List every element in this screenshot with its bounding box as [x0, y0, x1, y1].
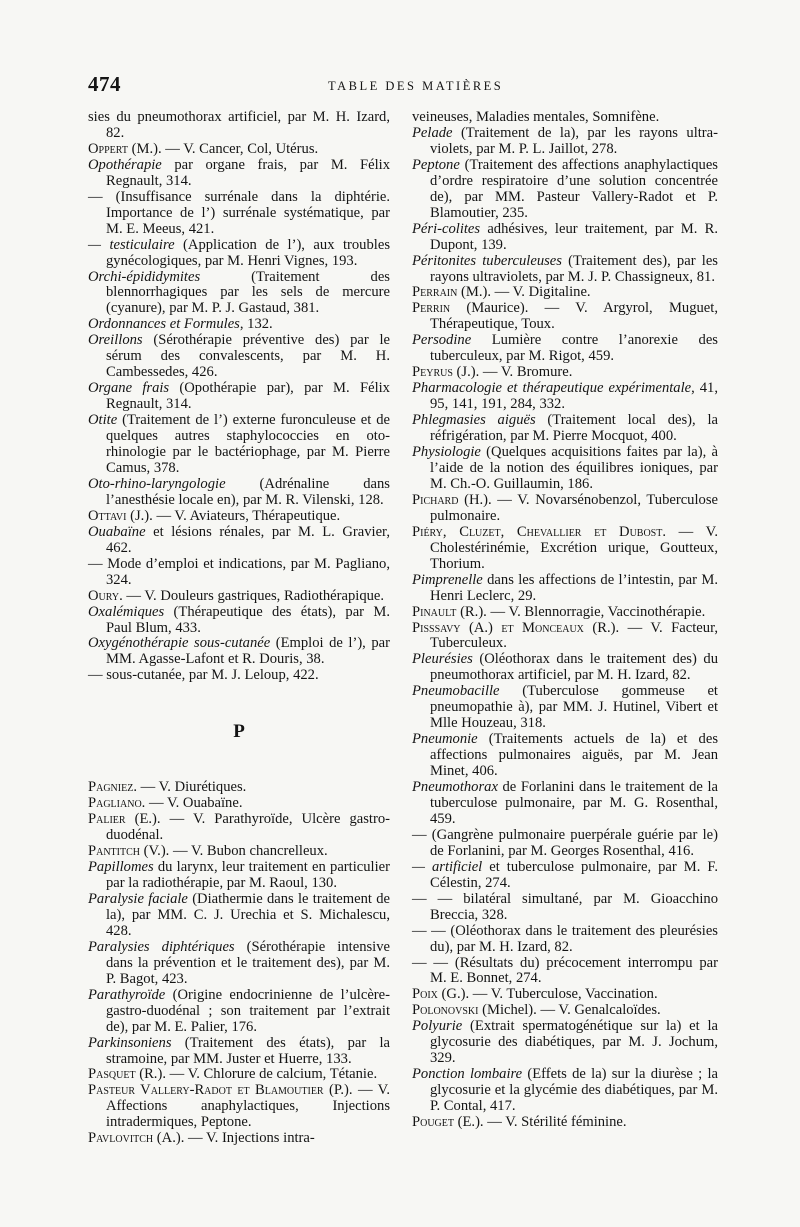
index-entry [412, 126, 718, 158]
entry-heading: Otite [88, 412, 118, 429]
entry-text: (G.). — V. Tuberculose, Vaccination. [437, 986, 658, 1003]
entry-text: veineuses, Maladies mentales, Somnifène. [412, 109, 660, 125]
index-entry [412, 828, 718, 860]
index-entry [88, 477, 390, 509]
index-entry [88, 190, 390, 238]
entry-text: (R.). — V. Blennorragie, Vaccinothérapie. [456, 603, 706, 620]
entry-text: (Application de l’), aux troubles gynécologiques, par M. Henri Vignes, 193. [106, 236, 390, 269]
entry-text: et tuberculose pulmonaire, par M. F. Célestin, 274. [430, 858, 718, 891]
entry-text: (M.). — V. Cancer, Col, Utérus. [127, 140, 319, 157]
index-entry [88, 110, 390, 142]
index-entry [412, 1003, 718, 1019]
entry-heading: Persodine [412, 332, 472, 349]
index-entry [412, 1115, 718, 1131]
index-entry [412, 860, 718, 892]
author-name: Pisssavy (A.) et Monceaux [412, 619, 584, 636]
running-title: TABLE DES MATIÈRES [328, 79, 504, 93]
index-entry [88, 605, 390, 637]
entry-text: (Sérothérapie intensive dans la prévention et le traitement des), par M. P. Bagot, 423. [106, 938, 390, 987]
index-entry [412, 780, 718, 828]
entry-text: (Extrait spermatogénétique sur la) et la glycosurie des diabétiques, par M. J. Jochum, 329. [430, 1018, 718, 1067]
entry-heading: — testiculaire [88, 236, 175, 253]
index-entry [412, 285, 718, 301]
author-name: Palier [88, 811, 126, 828]
index-entry [412, 987, 718, 1003]
entry-text: (Tuberculose gommeuse et pneumopathie à), par MM. J. Hutinel, Vibert et Mlle Houzeau, 318. [430, 683, 718, 732]
index-entry [412, 445, 718, 493]
entry-heading: Ordonnances et Formules [88, 316, 240, 333]
index-entry [88, 796, 390, 812]
entry-text: (Origine endocrinienne de l’ulcère-gastro-duodénal ; son traitement par l’extrait de), par M. E. Palier, 176. [106, 986, 390, 1035]
index-entry [88, 812, 390, 844]
index-entries-o [88, 110, 390, 684]
entry-text: (J.). — V. Bromure. [452, 364, 573, 381]
entry-heading: — artificiel [412, 858, 483, 875]
entry-text: . — V. Diurétiques. [133, 779, 247, 796]
entry-text: (Traitements actuels de la) et des affections pulmonaires aiguës, par M. Jean Minet, 406. [430, 731, 718, 780]
index-entry [88, 381, 390, 413]
index-entry [88, 509, 390, 525]
entry-text: (H.). — V. Novarsénobenzol, Tuberculose pulmonaire. [430, 491, 718, 524]
section-letter: P [233, 721, 245, 743]
index-entry [88, 317, 390, 333]
index-entry [412, 732, 718, 780]
index-entry [412, 605, 718, 621]
index-entry [88, 844, 390, 860]
entry-heading: Oto-rhino-laryngologie [88, 475, 226, 492]
author-name: Pasquet [88, 1066, 136, 1083]
index-entry [88, 142, 390, 158]
entry-text: (Diathermie dans le traitement de la), par MM. C. J. Urechia et S. Michalescu, 428. [106, 890, 390, 939]
author-name: Peyrus [412, 364, 453, 381]
entry-text: Lumière contre l’anorexie des tuberculeux, par M. Rigot, 459. [430, 332, 718, 365]
entry-heading: Pneumothorax [412, 779, 498, 796]
entry-heading: Papillomes [88, 859, 154, 876]
entry-text: (P.). — V. Affections anaphylactiques, Injections intradermiques, Peptone. [106, 1082, 390, 1131]
entry-text: — Mode d’emploi et indications, par M. Pagliano, 324. [88, 555, 390, 588]
author-name: Pagniez [88, 779, 134, 796]
index-entry [88, 1131, 390, 1147]
author-name: Perrin [412, 300, 451, 317]
author-name: Ottavi [88, 507, 127, 524]
index-entry [88, 333, 390, 381]
entry-heading: Pneumonie [412, 731, 478, 748]
entry-text: — (Insuffisance surrénale dans la diphtérie. Importance de l’) surrénale systématique, par M. E. Meeus, 421. [88, 188, 390, 237]
entry-text: (Traitement des affections anaphylactiques d’ordre respiratoire d’une solution concentrée de), par MM. Pasteur Vallery-Radot et P. Blamoutier, 235. [430, 156, 718, 221]
entry-heading: Pelade [412, 124, 453, 141]
entry-heading: Oxygénothérapie sous-cutanée [88, 635, 271, 652]
entry-text: — sous-cutanée, par M. J. Leloup, 422. [88, 667, 319, 684]
entry-text: (E.). — V. Parathyroïde, Ulcère gastro-duodénal. [106, 811, 390, 844]
index-entry [88, 668, 390, 684]
entry-heading: Ouabaïne [88, 523, 146, 540]
entry-text: de Forlanini dans le traitement de la tuberculose pulmonaire, par M. G. Rosenthal, 459. [430, 779, 718, 827]
entry-text: , 132. [239, 316, 273, 333]
entry-heading: Polyurie [412, 1018, 463, 1035]
index-entry [412, 621, 718, 653]
author-name: Oppert [88, 140, 128, 157]
author-name: Perrain [412, 284, 458, 301]
entry-heading: Phlegmasies aiguës [412, 412, 536, 429]
entry-text: — — (Résultats du) précocement interrompu par M. E. Bonnet, 274. [412, 954, 718, 987]
entry-heading: Pleurésies [412, 651, 473, 668]
index-entry [412, 413, 718, 445]
entry-heading: Oreillons [88, 332, 143, 349]
index-entry [88, 892, 390, 940]
entry-heading: Péritonites tuberculeuses [412, 252, 562, 269]
left-column [88, 110, 390, 1147]
entry-heading: Paralysie faciale [88, 890, 188, 907]
index-entry [412, 892, 718, 924]
entry-text: (V.). — V. Bubon chancrelleux. [140, 843, 328, 860]
entry-text: (Effets de la) sur la diurèse ; la glycosurie et la glycémie des diabétiques, par M. P. Contal, 417. [430, 1066, 718, 1115]
index-entry [88, 940, 390, 988]
index-entry [88, 158, 390, 190]
index-entry [412, 924, 718, 956]
index-entries-p [88, 780, 390, 1147]
author-name: Polonovski [412, 1002, 479, 1019]
entry-text: (Emploi de l’), par MM. Agasse-Lafont et R. Douris, 38. [106, 635, 390, 668]
author-name: Pasteur Vallery-Radot et Blamoutier [88, 1082, 324, 1099]
entry-text: (Traitement de la), par les rayons ultra-violets, par M. P. L. Jaillot, 278. [430, 124, 718, 157]
entry-text: (M.). — V. Digitaline. [457, 284, 591, 301]
index-entry [412, 365, 718, 381]
entry-heading: Organe frais [88, 380, 170, 397]
entry-heading: Péri-colites [412, 220, 481, 237]
index-entry [412, 381, 718, 413]
index-entry [88, 1036, 390, 1068]
entry-text: dans les affections de l’intestin, par M. Henri Leclerc, 29. [430, 571, 718, 604]
author-name: Oury [88, 587, 120, 604]
index-entry [88, 1067, 390, 1083]
entry-text: (A.). — V. Injections intra- [153, 1130, 315, 1147]
entry-heading: Ponction lombaire [412, 1066, 523, 1083]
entry-text: (E.). — V. Stérilité féminine. [454, 1114, 627, 1131]
entry-heading: Oxalémiques [88, 603, 165, 620]
entry-heading: Parkinsoniens [88, 1034, 172, 1051]
entry-text: (Oléothorax dans le traitement des) du pneumothorax artificiel, par M. H. Izard, 82. [430, 651, 718, 684]
index-entry [412, 1067, 718, 1115]
index-entry [412, 222, 718, 254]
entry-heading: Pneumobacille [412, 683, 500, 700]
entry-heading: Parathyroïde [88, 986, 166, 1003]
entry-text: (Traitement des), par les rayons ultraviolets, par M. J. P. Chassigneux, 81. [430, 252, 718, 285]
entry-text: (Adrénaline dans l’anesthésie locale en), par M. R. Vilenski, 128. [106, 475, 390, 508]
author-name: Pichard [412, 491, 459, 508]
entry-heading: Physiologie [412, 444, 481, 461]
entry-text: . — V. Cholestérinémie, Excrétion urique, Goutteux, Thorium. [430, 523, 718, 572]
index-entry [88, 589, 390, 605]
entry-text: (Quelques acquisitions faites par la), à l’aide de la notion des équilibres ioniques, par M. Ch.-O. Guillaumin, 186. [430, 444, 718, 492]
author-name: Pagliano [88, 795, 142, 812]
index-entry [412, 525, 718, 573]
author-name: Pinault [412, 603, 457, 620]
entry-text: (R.). — V. Facteur, Tuberculeux. [430, 619, 718, 652]
entry-text: — — (Oléothorax dans le traitement des pleurésies du), par M. H. Izard, 82. [412, 922, 718, 955]
author-name: Pavlovitch [88, 1130, 154, 1147]
index-entries-p-continued [412, 110, 718, 1131]
entry-text: — — bilatéral simultané, par M. Gioacchino Breccia, 328. [412, 890, 718, 923]
index-entry [88, 988, 390, 1036]
index-entry [88, 270, 390, 318]
index-entry [88, 413, 390, 477]
entry-text: du larynx, leur traitement en particulier par la radiothérapie, par M. Raoul, 130. [106, 859, 390, 892]
author-name: Pouget [412, 1114, 454, 1131]
entry-text: (Traitement des blennorrhagiques par les sels de mercure (cyanure), par M. P. J. Gastaud, 381. [106, 268, 390, 317]
index-entry [88, 860, 390, 892]
entry-text: (R.). — V. Chlorure de calcium, Tétanie. [135, 1066, 378, 1083]
index-entry [88, 1083, 390, 1131]
entry-text: (Sérothérapie préventive des) par le sérum des convalescents, par M. H. Cambessedes, 426. [106, 332, 390, 381]
index-entry [412, 652, 718, 684]
entry-text: . — V. Douleurs gastriques, Radiothérapique. [119, 587, 385, 604]
entry-heading: Opothérapie [88, 156, 162, 173]
entry-text: (Thérapeutique des états), par M. Paul Blum, 433. [106, 603, 390, 636]
entry-heading: Pharmacologie et thérapeutique expérimentale [412, 380, 692, 397]
entry-text: , 41, 95, 141, 191, 284, 332. [430, 380, 718, 413]
index-entry [412, 684, 718, 732]
index-entry [412, 158, 718, 222]
entry-text: par organe frais, par M. Félix Regnault, 314. [106, 156, 390, 189]
entry-heading: Paralysies diphtériques [88, 938, 235, 955]
index-entry [412, 110, 718, 126]
index-entry [412, 956, 718, 988]
entry-text: sies du pneumothorax artificiel, par M. H. Izard, 82. [88, 109, 390, 141]
entry-text: (Traitement des états), par la stramoine, par MM. Juster et Huerre, 133. [106, 1034, 390, 1067]
index-entry [88, 525, 390, 557]
entry-text: . — V. Ouabaïne. [141, 795, 243, 812]
entry-text: (Opothérapie par), par M. Félix Regnault, 314. [106, 380, 390, 413]
entry-heading: Orchi-épididymites [88, 268, 201, 285]
right-column [412, 110, 718, 1131]
entry-heading: Peptone [412, 156, 460, 173]
entry-heading: Pimprenelle [412, 571, 483, 588]
page-number: 474 [88, 72, 121, 96]
index-entry [88, 557, 390, 589]
index-entry [412, 254, 718, 286]
entry-text: (Maurice). — V. Argyrol, Muguet, Thérapeutique, Toux. [430, 300, 718, 333]
index-entry [88, 238, 390, 270]
index-entry [412, 301, 718, 333]
entry-text: adhésives, leur traitement, par M. R. Dupont, 139. [430, 220, 718, 253]
entry-text: (Michel). — V. Genalcaloïdes. [478, 1002, 661, 1019]
author-name: Poix [412, 986, 438, 1003]
entry-text: et lésions rénales, par M. L. Gravier, 462. [106, 523, 390, 556]
index-entry [412, 573, 718, 605]
index-entry [412, 333, 718, 365]
author-name: Pantitch [88, 843, 140, 860]
index-entry [88, 636, 390, 668]
entry-text: (Traitement de l’) externe furonculeuse et de quelques autres staphylococcies en oto-rhinologie par le bactériophage, par M. Pierre Camus, 378. [106, 412, 390, 476]
author-name: Piéry, Cluzet, Chevallier et Dubost [412, 523, 663, 540]
index-entry [88, 780, 390, 796]
entry-text: (Traitement local des), la réfrigération, par M. Pierre Mocquot, 400. [430, 412, 718, 445]
entry-text: — (Gangrène pulmonaire puerpérale guérie par le) de Forlanini, par M. Georges Rosenthal, 416. [412, 826, 718, 859]
index-entry [412, 493, 718, 525]
index-entry [412, 1019, 718, 1067]
entry-text: (J.). — V. Aviateurs, Thérapeutique. [126, 507, 341, 524]
